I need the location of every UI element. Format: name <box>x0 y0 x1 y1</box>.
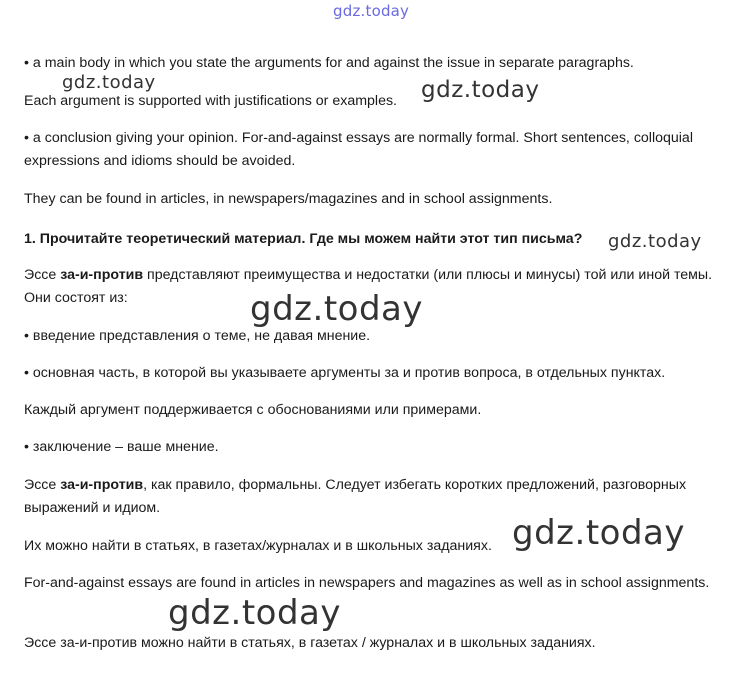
text-segment: Эссе <box>24 477 61 493</box>
text-segment: , как правило, формальны. Следует избегать коротких предложений, разговорных выражений и идиом. <box>24 477 687 516</box>
paragraph-conclusion: • a conclusion giving your opinion. For-and-against essays are normally formal. Short sentences, colloquial expressions and idioms should be avoided. <box>24 130 693 169</box>
paragraph-main-body: • a main body in which you state the arguments for and against the issue in separate paragraphs. <box>24 55 634 71</box>
paragraph-answer-en: For-and-against essays are found in articles in newspapers and magazines as well as in school assignments. <box>24 575 710 591</box>
watermark-top: gdz.today <box>333 2 410 20</box>
paragraph-argument-support: Each argument is supported with justifications or examples. <box>24 93 397 109</box>
watermark: gdz.today <box>62 72 156 93</box>
watermark: gdz.today <box>608 231 702 252</box>
text-segment-bold: за-и-против <box>60 477 144 493</box>
paragraph-answer-ru: Эссе за-и-против можно найти в статьях, в газетах / журналах и в школьных заданиях. <box>24 635 596 651</box>
watermark: gdz.today <box>168 593 341 633</box>
watermark: gdz.today <box>421 77 540 103</box>
paragraph-where-found: They can be found in articles, in newspapers/magazines and in school assignments. <box>24 191 553 207</box>
paragraph-formal-ru <box>24 474 724 520</box>
text-segment: представляют преимущества и недостатки (или плюсы и минусы) той или иной темы. Они состоят из: <box>24 267 713 306</box>
paragraph-conclusion-ru: • заключение – ваше мнение. <box>24 439 219 455</box>
paragraph-essay-intro-ru <box>24 264 724 310</box>
watermark: gdz.today <box>512 513 685 553</box>
text-segment-bold: за-и-против <box>60 267 144 283</box>
paragraph-introduction-ru: • введение представления о теме, не давая мнение. <box>24 328 371 344</box>
task-heading: 1. Прочитайте теоретический материал. Где мы можем найти этот тип письма? <box>24 231 583 247</box>
paragraph-where-found-ru: Их можно найти в статьях, в газетах/журналах и в школьных заданиях. <box>24 538 492 554</box>
text-segment: Эссе <box>24 267 61 283</box>
paragraph-argument-ru: Каждый аргумент поддерживается с обоснованиями или примерами. <box>24 402 482 418</box>
watermark: gdz.today <box>250 289 423 329</box>
paragraph-main-body-ru: • основная часть, в которой вы указываете аргументы за и против вопроса, в отдельных пунктах. <box>24 365 666 381</box>
